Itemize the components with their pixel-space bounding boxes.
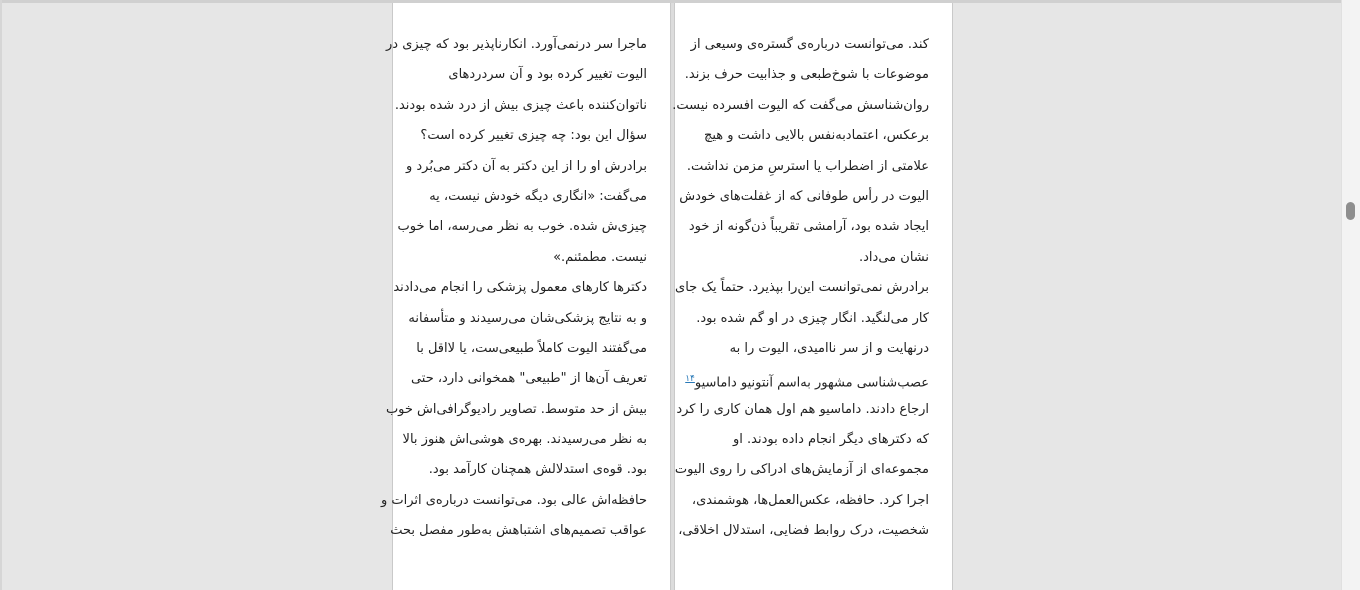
text-line: می‌گفتند الیوت کاملاً طبیعی‌ست، یا لااقل با (416, 340, 647, 356)
text-line: و به نتایج پزشکی‌شان می‌رسیدند و متأسفانه (408, 310, 647, 326)
text-line: علامتی از اضطراب یا استرسِ مزمن نداشت. (686, 158, 929, 174)
text-line: نیست. مطمئنم.» (553, 249, 647, 265)
text-line: برعکس، اعتمادبه‌نفس بالایی داشت و هیچ (703, 128, 929, 144)
text-line: شخصیت، درک روابط فضایی، استدلال اخلاقی، (678, 523, 929, 539)
text-line: می‌گفت: «انگاری دیگه خودش نیست، یه (429, 188, 647, 204)
text-line: برادرش او را از این دکتر به آن دکتر می‌بُرد و (405, 158, 647, 174)
right-page-text (672, 30, 929, 547)
text-line: چیزی‌ش شده. خوب به نظر می‌رسه، اما خوب (397, 219, 647, 235)
text-line: ایجاد شده بود، آرامشی تقریباً ذن‌گونه از خود (688, 219, 929, 235)
text-line: نشان می‌داد. (859, 249, 929, 265)
text-line: دکترها کارهای معمول پزشکی را انجام می‌دادند (393, 280, 647, 296)
text-line: بود. قوه‌ی استدلالش همچنان کارآمد بود. (428, 462, 647, 478)
footnote-reference-link[interactable]: ۱۴ (685, 374, 695, 385)
text-line: الیوت در رأس طوفانی که از غفلت‌های خودش (679, 188, 929, 204)
text-line: که دکترهای دیگر انجام داده بودند. او (733, 432, 929, 448)
left-page-text (381, 30, 647, 547)
text-line: تعریف آن‌ها از "طبیعی" همخوانی دارد، حتی (410, 371, 647, 387)
text-line: درنهایت و از سر ناامیدی، الیوت را به (729, 340, 929, 356)
right-page (674, 3, 953, 590)
text-line: اجرا کرد. حافظه، عکس‌العمل‌ها، هوشمندی، (691, 492, 929, 508)
text-line-with-footnote (672, 364, 929, 394)
text-line: روان‌شناسش می‌گفت که الیوت افسرده نیست. (672, 97, 929, 113)
text-line: برادرش نمی‌توانست این‌را بپذیرد. حتماً یک جای (675, 280, 929, 296)
text-line: ماجرا سر درنمی‌آورد. انکارناپذیر بود که چیزی در (386, 37, 647, 52)
text-line: ارجاع دادند. داماسیو هم اول همان کاری را کرد (676, 401, 929, 417)
left-page (380, 3, 671, 590)
vertical-scrollbar[interactable] (1341, 0, 1360, 590)
text-line: مجموعه‌ای از آزمایش‌های ادراکی را روی الیوت (674, 462, 929, 478)
text-line-content: عصب‌شناسی مشهور به‌اسم آنتونیو داماسیو (694, 375, 929, 391)
text-line: کار می‌لنگید. انگار چیزی در او گم شده بود. (696, 310, 929, 326)
viewer-left-edge (0, 0, 2, 590)
text-line: بیش از حد متوسط. تصاویر رادیوگرافی‌اش خوب (385, 401, 647, 417)
text-line: عواقب تصمیم‌های اشتباهش به‌طور مفصل بحث (390, 523, 647, 539)
text-line: الیوت تغییر کرده بود و آن سردردهای (448, 67, 647, 83)
text-line: کند. می‌توانست درباره‌ی گستره‌ی وسیعی از (690, 37, 929, 52)
text-line: حافظه‌اش عالی بود. می‌توانست درباره‌ی اثرات و (380, 492, 647, 508)
scrollbar-thumb[interactable] (1346, 202, 1355, 220)
text-line: به نظر می‌رسیدند. بهره‌ی هوشی‌اش هنوز بالا (402, 432, 647, 448)
text-line: سؤال این بود: چه چیزی تغییر کرده است؟ (420, 128, 647, 144)
text-line: موضوعات با شوخ‌طبعی و جذابیت حرف بزند. (684, 67, 929, 83)
text-line: ناتوان‌کننده باعث چیزی بیش از درد شده بودند. (394, 97, 647, 113)
